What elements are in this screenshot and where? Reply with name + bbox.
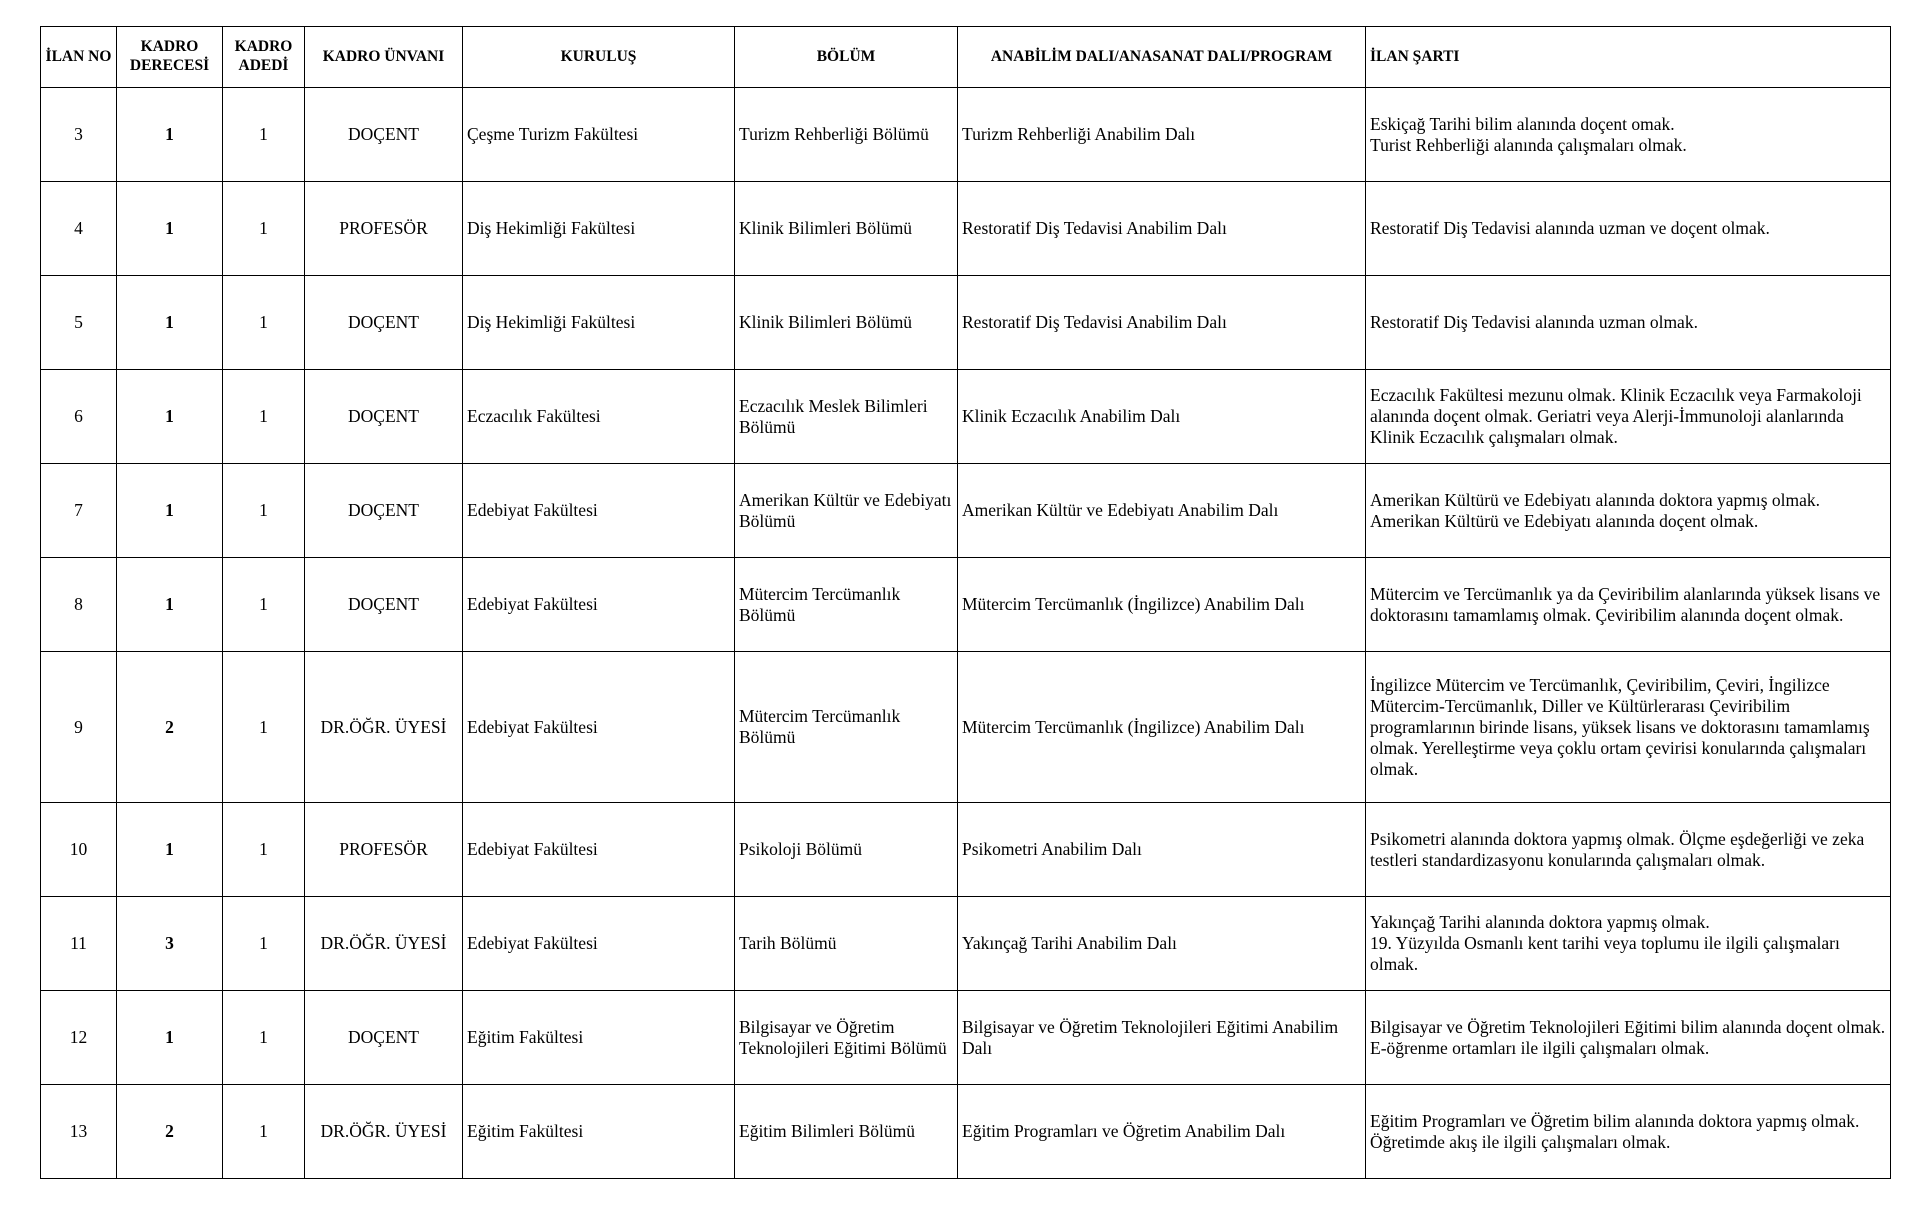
cell-ilan-sarti: Yakınçağ Tarihi alanında doktora yapmış olmak. 19. Yüzyılda Osmanlı kent tarihi veya toplumu ile ilgili çalışmaları olmak. [1366, 897, 1891, 991]
cell-ilan-no: 11 [41, 897, 117, 991]
cell-bolum: Tarih Bölümü [735, 897, 958, 991]
cell-kadro-adedi: 1 [223, 558, 305, 652]
table-row [41, 652, 1891, 803]
cell-anabilim: Restoratif Diş Tedavisi Anabilim Dalı [958, 182, 1366, 276]
cell-anabilim: Bilgisayar ve Öğretim Teknolojileri Eğitimi Anabilim Dalı [958, 991, 1366, 1085]
cell-kadro-adedi: 1 [223, 991, 305, 1085]
cell-bolum: Mütercim Tercümanlık Bölümü [735, 558, 958, 652]
cell-kurulus: Edebiyat Fakültesi [463, 652, 735, 803]
table-row [41, 182, 1891, 276]
cell-kurulus: Eğitim Fakültesi [463, 1085, 735, 1179]
table-row [41, 897, 1891, 991]
cell-bolum: Klinik Bilimleri Bölümü [735, 276, 958, 370]
table-row [41, 464, 1891, 558]
cell-kadro-unvani: PROFESÖR [305, 803, 463, 897]
cell-kadro-unvani: DR.ÖĞR. ÜYESİ [305, 897, 463, 991]
cell-anabilim: Eğitim Programları ve Öğretim Anabilim Dalı [958, 1085, 1366, 1179]
cell-anabilim: Restoratif Diş Tedavisi Anabilim Dalı [958, 276, 1366, 370]
cell-kadro-derecesi: 1 [117, 276, 223, 370]
cell-bolum: Psikoloji Bölümü [735, 803, 958, 897]
cell-kadro-derecesi: 1 [117, 370, 223, 464]
cell-kadro-adedi: 1 [223, 897, 305, 991]
cell-kadro-unvani: DOÇENT [305, 558, 463, 652]
cell-ilan-no: 10 [41, 803, 117, 897]
cell-anabilim: Amerikan Kültür ve Edebiyatı Anabilim Dalı [958, 464, 1366, 558]
cell-ilan-sarti: Psikometri alanında doktora yapmış olmak. Ölçme eşdeğerliği ve zeka testleri standardizasyonu konularında çalışmaları olmak. [1366, 803, 1891, 897]
cell-kadro-derecesi: 2 [117, 1085, 223, 1179]
cell-kadro-adedi: 1 [223, 88, 305, 182]
cell-ilan-no: 6 [41, 370, 117, 464]
table-row [41, 803, 1891, 897]
cell-kurulus: Eczacılık Fakültesi [463, 370, 735, 464]
table-row [41, 558, 1891, 652]
cell-bolum: Bilgisayar ve Öğretim Teknolojileri Eğitimi Bölümü [735, 991, 958, 1085]
cell-kadro-adedi: 1 [223, 1085, 305, 1179]
cell-ilan-no: 8 [41, 558, 117, 652]
cell-ilan-sarti: Bilgisayar ve Öğretim Teknolojileri Eğitimi bilim alanında doçent olmak. E-öğrenme ortamları ile ilgili çalışmaları olmak. [1366, 991, 1891, 1085]
header-kurulus: KURULUŞ [463, 27, 735, 88]
cell-ilan-sarti: Eskiçağ Tarihi bilim alanında doçent omak. Turist Rehberliği alanında çalışmaları olmak. [1366, 88, 1891, 182]
cell-bolum: Amerikan Kültür ve Edebiyatı Bölümü [735, 464, 958, 558]
cell-kadro-unvani: PROFESÖR [305, 182, 463, 276]
cell-anabilim: Mütercim Tercümanlık (İngilizce) Anabilim Dalı [958, 558, 1366, 652]
cell-kadro-adedi: 1 [223, 652, 305, 803]
cell-kadro-derecesi: 1 [117, 991, 223, 1085]
cell-kurulus: Eğitim Fakültesi [463, 991, 735, 1085]
cell-anabilim: Yakınçağ Tarihi Anabilim Dalı [958, 897, 1366, 991]
cell-kurulus: Çeşme Turizm Fakültesi [463, 88, 735, 182]
header-kadro-adedi: KADRO ADEDİ [223, 27, 305, 88]
table-row [41, 88, 1891, 182]
table-row [41, 276, 1891, 370]
cell-ilan-sarti: Restoratif Diş Tedavisi alanında uzman olmak. [1366, 276, 1891, 370]
cell-bolum: Mütercim Tercümanlık Bölümü [735, 652, 958, 803]
cell-kurulus: Diş Hekimliği Fakültesi [463, 276, 735, 370]
cell-kurulus: Diş Hekimliği Fakültesi [463, 182, 735, 276]
cell-ilan-no: 5 [41, 276, 117, 370]
cell-kadro-adedi: 1 [223, 182, 305, 276]
cell-kadro-unvani: DOÇENT [305, 991, 463, 1085]
cell-ilan-no: 7 [41, 464, 117, 558]
cell-kadro-derecesi: 3 [117, 897, 223, 991]
cell-kadro-adedi: 1 [223, 370, 305, 464]
cell-kadro-derecesi: 2 [117, 652, 223, 803]
header-anabilim: ANABİLİM DALI/ANASANAT DALI/PROGRAM [958, 27, 1366, 88]
cell-ilan-sarti: Amerikan Kültürü ve Edebiyatı alanında doktora yapmış olmak. Amerikan Kültürü ve Edebiyatı alanında doçent olmak. [1366, 464, 1891, 558]
cell-kadro-unvani: DOÇENT [305, 464, 463, 558]
document-page [40, 26, 1890, 1179]
cell-ilan-no: 9 [41, 652, 117, 803]
cell-ilan-no: 4 [41, 182, 117, 276]
cell-anabilim: Turizm Rehberliği Anabilim Dalı [958, 88, 1366, 182]
cell-kadro-derecesi: 1 [117, 558, 223, 652]
cell-ilan-sarti: Mütercim ve Tercümanlık ya da Çeviribilim alanlarında yüksek lisans ve doktorasını tamamlamış olmak. Çeviribilim alanında doçent olmak. [1366, 558, 1891, 652]
cell-kadro-derecesi: 1 [117, 182, 223, 276]
cell-kadro-unvani: DR.ÖĞR. ÜYESİ [305, 652, 463, 803]
cell-bolum: Eczacılık Meslek Bilimleri Bölümü [735, 370, 958, 464]
cell-bolum: Eğitim Bilimleri Bölümü [735, 1085, 958, 1179]
header-kadro-derecesi: KADRO DERECESİ [117, 27, 223, 88]
cell-ilan-sarti: Restoratif Diş Tedavisi alanında uzman ve doçent olmak. [1366, 182, 1891, 276]
table-row [41, 370, 1891, 464]
cell-ilan-sarti: Eczacılık Fakültesi mezunu olmak. Klinik Eczacılık veya Farmakoloji alanında doçent olmak. Geriatri veya Alerji-İmmunoloji alanlarında Klinik Eczacılık çalışmaları olmak. [1366, 370, 1891, 464]
table-row [41, 1085, 1891, 1179]
cell-kadro-derecesi: 1 [117, 88, 223, 182]
cell-anabilim: Klinik Eczacılık Anabilim Dalı [958, 370, 1366, 464]
cell-kurulus: Edebiyat Fakültesi [463, 897, 735, 991]
cell-kurulus: Edebiyat Fakültesi [463, 558, 735, 652]
cell-kadro-derecesi: 1 [117, 464, 223, 558]
cell-kadro-unvani: DOÇENT [305, 370, 463, 464]
cell-kadro-adedi: 1 [223, 464, 305, 558]
header-bolum: BÖLÜM [735, 27, 958, 88]
header-kadro-unvani: KADRO ÜNVANI [305, 27, 463, 88]
cell-kadro-unvani: DOÇENT [305, 88, 463, 182]
cell-anabilim: Psikometri Anabilim Dalı [958, 803, 1366, 897]
cell-kadro-derecesi: 1 [117, 803, 223, 897]
cell-anabilim: Mütercim Tercümanlık (İngilizce) Anabilim Dalı [958, 652, 1366, 803]
table-row [41, 991, 1891, 1085]
cell-ilan-no: 3 [41, 88, 117, 182]
cell-bolum: Klinik Bilimleri Bölümü [735, 182, 958, 276]
cell-kurulus: Edebiyat Fakültesi [463, 464, 735, 558]
cell-kurulus: Edebiyat Fakültesi [463, 803, 735, 897]
cell-ilan-sarti: İngilizce Mütercim ve Tercümanlık, Çeviribilim, Çeviri, İngilizce Mütercim-Tercümanlık, Diller ve Kültürlerarası Çeviribilim programlarının birinde lisans, yüksek lisans ve doktorasını tamamlamış olmak. Yerelleştirme veya çoklu ortam çevirisi konularında çalışmaları olmak. [1366, 652, 1891, 803]
table-header-row [41, 27, 1891, 88]
job-listing-table [40, 26, 1891, 1179]
cell-kadro-unvani: DR.ÖĞR. ÜYESİ [305, 1085, 463, 1179]
cell-ilan-sarti: Eğitim Programları ve Öğretim bilim alanında doktora yapmış olmak. Öğretimde akış ile ilgili çalışmaları olmak. [1366, 1085, 1891, 1179]
cell-kadro-adedi: 1 [223, 276, 305, 370]
header-ilan-sarti: İLAN ŞARTI [1366, 27, 1891, 88]
cell-ilan-no: 12 [41, 991, 117, 1085]
cell-ilan-no: 13 [41, 1085, 117, 1179]
cell-kadro-adedi: 1 [223, 803, 305, 897]
cell-bolum: Turizm Rehberliği Bölümü [735, 88, 958, 182]
header-ilan-no: İLAN NO [41, 27, 117, 88]
cell-kadro-unvani: DOÇENT [305, 276, 463, 370]
